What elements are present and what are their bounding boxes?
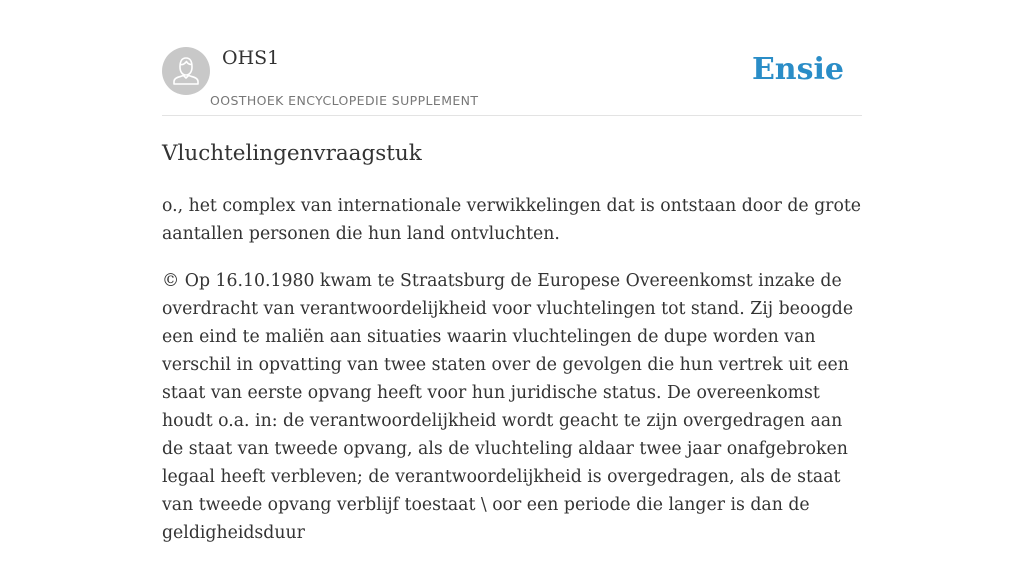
- entry-title: Vluchtelingenvraagstuk: [162, 141, 422, 166]
- author-name[interactable]: OHS1: [222, 47, 280, 69]
- author-avatar[interactable]: [162, 47, 210, 95]
- entry-paragraph: © Op 16.10.1980 kwam te Straatsburg de Europese Overeenkomst inzake de overdracht van verantwoordelijkheid voor vluchtelingen tot stand. Zij beoogde een eind te maliën aan situaties waarin vluchtelingen de dupe worden van verschil in opvatting van twee staten over de gevolgen die hun vertrek uit een staat van eerste opvang heeft voor hun juridische status. De overeenkomst houdt o.a. in: de verantwoordelijkheid wordt geacht te zijn overgedragen aan de staat van tweede opvang, als de vluchteling aldaar twee jaar onafgebroken legaal heeft verbleven; de verantwoordelijkheid is overgedragen, als de staat van tweede opvang verblijf toestaat \ oor een periode die langer is dan de geldigheidsduur: [162, 271, 854, 543]
- header-divider: [162, 115, 862, 116]
- entry-paragraph: o., het complex van internationale verwikkelingen dat is ontstaan door de grote aantallen personen die hun land ontvluchten.: [162, 196, 862, 244]
- user-silhouette-icon: [162, 47, 210, 95]
- entry-header: [162, 46, 862, 115]
- source-label[interactable]: OOSTHOEK ENCYCLOPEDIE SUPPLEMENT: [210, 93, 479, 108]
- site-logo[interactable]: Ensie: [751, 52, 844, 87]
- entry-body: [162, 192, 867, 566]
